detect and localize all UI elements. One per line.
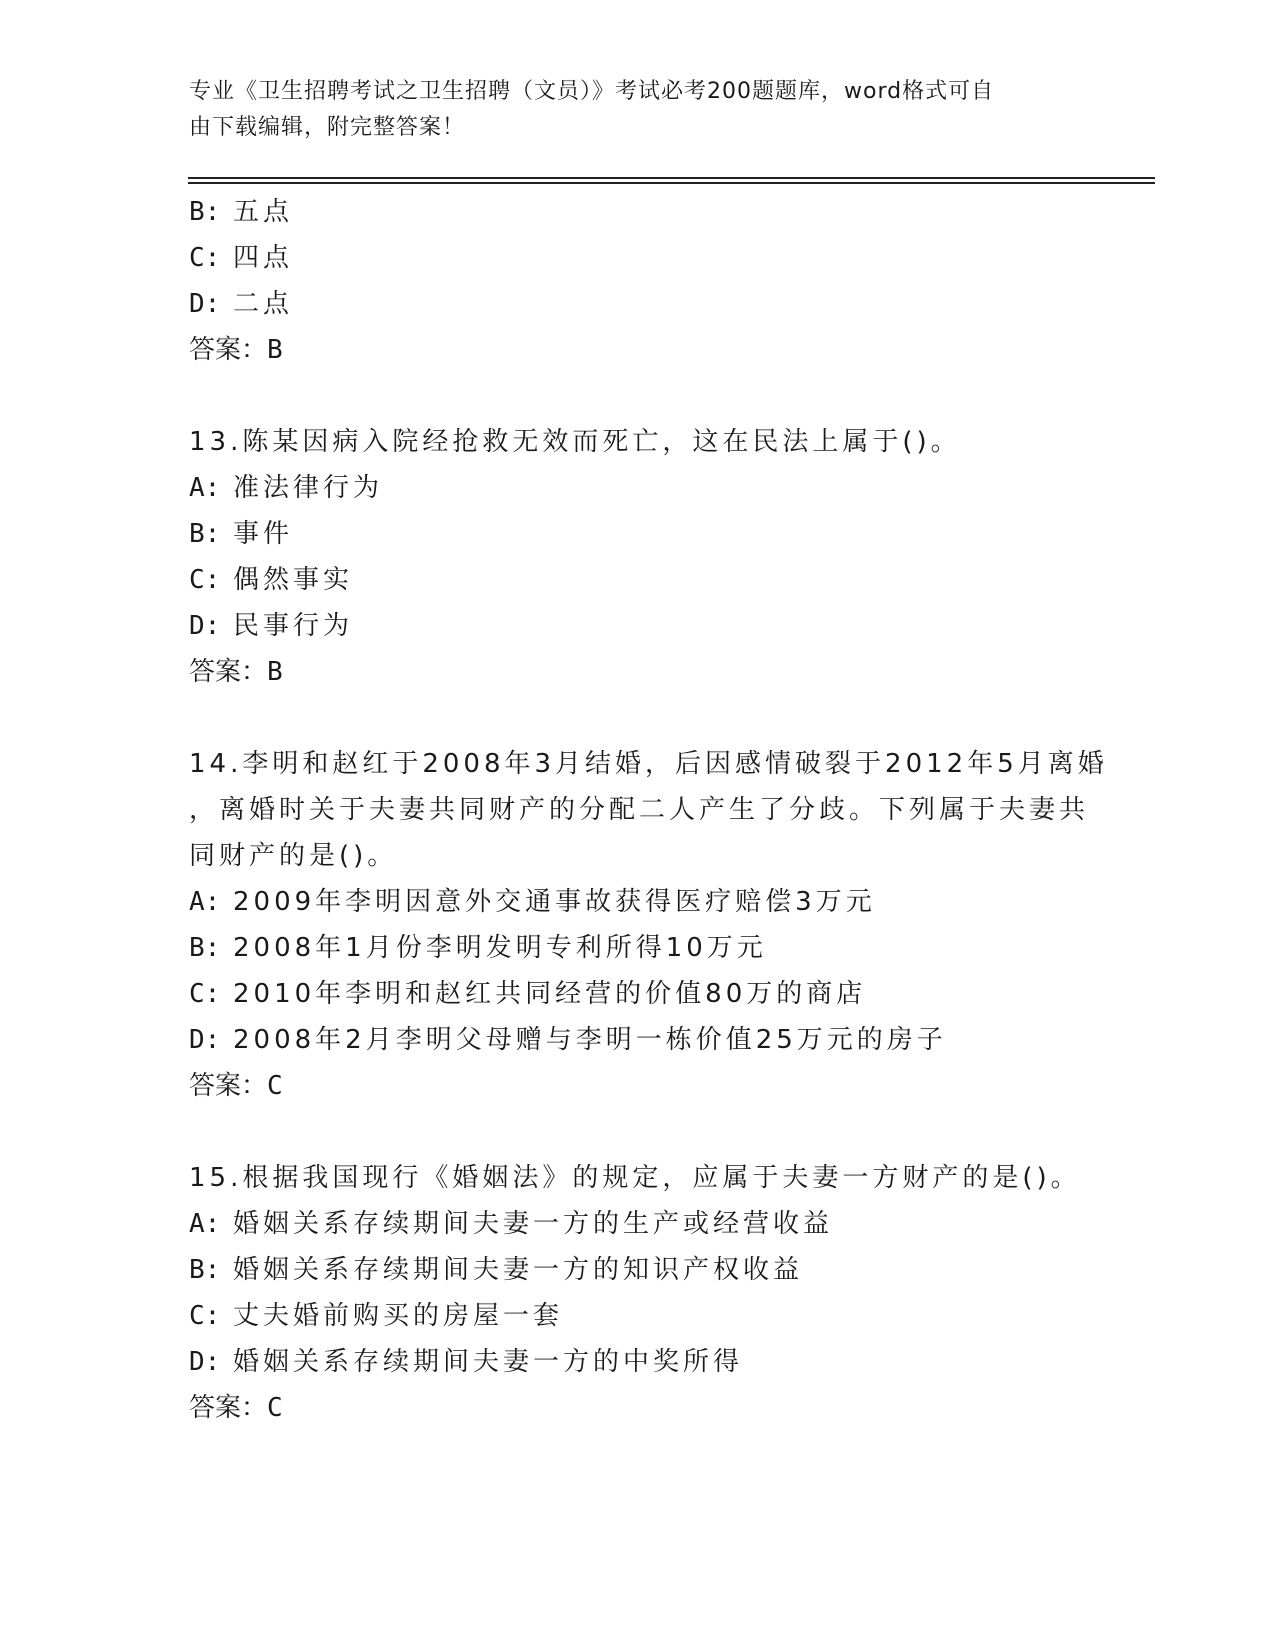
- option-key: A:: [189, 887, 221, 917]
- option-b: [189, 189, 1089, 235]
- option-key: C:: [189, 243, 221, 273]
- question-12-tail: [189, 189, 1089, 373]
- answer-line: [189, 649, 1089, 695]
- option-text: 婚姻关系存续期间夫妻一方的中奖所得: [233, 1347, 744, 1377]
- option-key: D:: [189, 289, 221, 319]
- option-key: B:: [189, 1255, 221, 1285]
- question-stem: 15.根据我国现行《婚姻法》的规定，应属于夫妻一方财产的是()。: [189, 1163, 1081, 1193]
- option-c: [189, 1293, 1089, 1339]
- option-text: 丈夫婚前购买的房屋一套: [233, 1301, 564, 1331]
- header-divider-top: [188, 177, 1155, 179]
- option-c: [189, 557, 1089, 603]
- option-key: C:: [189, 979, 221, 1009]
- option-d: [189, 603, 1089, 649]
- answer-label: 答案：: [189, 1071, 268, 1101]
- answer-label: 答案：: [189, 657, 268, 687]
- answer-value: C: [267, 1071, 283, 1101]
- document-header: [189, 74, 1069, 146]
- option-c: [189, 235, 1089, 281]
- question-14: [189, 741, 1108, 1109]
- option-text: 四点: [233, 243, 294, 273]
- question-content: [189, 189, 1108, 1431]
- option-key: D:: [189, 1347, 221, 1377]
- answer-line: [189, 1385, 1089, 1431]
- answer-value: B: [267, 335, 283, 365]
- answer-value: B: [267, 657, 283, 687]
- option-d: [189, 281, 1089, 327]
- option-text: 民事行为: [233, 611, 354, 641]
- answer-label: 答案：: [189, 1393, 268, 1423]
- option-text: 2010年李明和赵红共同经营的价值80万的商店: [233, 979, 867, 1009]
- option-c: [189, 971, 1089, 1017]
- option-text: 准法律行为: [233, 473, 384, 503]
- question-stem: 13.陈某因病入院经抢救无效而死亡，这在民法上属于()。: [189, 427, 961, 457]
- option-text: 二点: [233, 289, 294, 319]
- option-text: 2008年2月李明父母赠与李明一栋价值25万元的房子: [233, 1025, 947, 1055]
- option-text: 五点: [233, 197, 294, 227]
- option-key: C:: [189, 1301, 221, 1331]
- option-d: [189, 1339, 1089, 1385]
- question-15: [189, 1155, 1089, 1431]
- answer-line: [189, 327, 1089, 373]
- option-b: [189, 925, 1089, 971]
- option-text: 婚姻关系存续期间夫妻一方的生产或经营收益: [233, 1209, 834, 1239]
- option-text: 婚姻关系存续期间夫妻一方的知识产权收益: [233, 1255, 804, 1285]
- answer-line: [189, 1063, 1089, 1109]
- header-divider-bottom: [188, 182, 1155, 184]
- option-a: [189, 1201, 1089, 1247]
- option-a: [189, 465, 1089, 511]
- option-text: 事件: [233, 519, 294, 549]
- option-text: 2009年李明因意外交通事故获得医疗赔偿3万元: [233, 887, 876, 917]
- option-a: [189, 879, 1089, 925]
- option-key: B:: [189, 197, 221, 227]
- option-key: A:: [189, 473, 221, 503]
- question-stem-line-1: 14.李明和赵红于2008年3月结婚，后因感情破裂于2012年5月离婚: [189, 749, 1108, 779]
- option-text: 2008年1月份李明发明专利所得10万元: [233, 933, 767, 963]
- question-stem-line-2: ，离婚时关于夫妻共同财产的分配二人产生了分歧。下列属于夫妻共: [189, 795, 1090, 825]
- option-b: [189, 511, 1089, 557]
- header-line-1: 专业《卫生招聘考试之卫生招聘（文员）》考试必考200题题库，word格式可自: [189, 79, 995, 104]
- option-key: D:: [189, 611, 221, 641]
- option-d: [189, 1017, 1089, 1063]
- option-key: A:: [189, 1209, 221, 1239]
- answer-value: C: [267, 1393, 283, 1423]
- question-13: [189, 419, 1089, 695]
- option-b: [189, 1247, 1089, 1293]
- question-stem-line-3: 同财产的是()。: [189, 841, 398, 871]
- option-key: C:: [189, 565, 221, 595]
- option-key: D:: [189, 1025, 221, 1055]
- answer-label: 答案：: [189, 335, 268, 365]
- option-key: B:: [189, 933, 221, 963]
- header-line-2: 由下载编辑，附完整答案！: [189, 115, 466, 140]
- option-key: B:: [189, 519, 221, 549]
- option-text: 偶然事实: [233, 565, 354, 595]
